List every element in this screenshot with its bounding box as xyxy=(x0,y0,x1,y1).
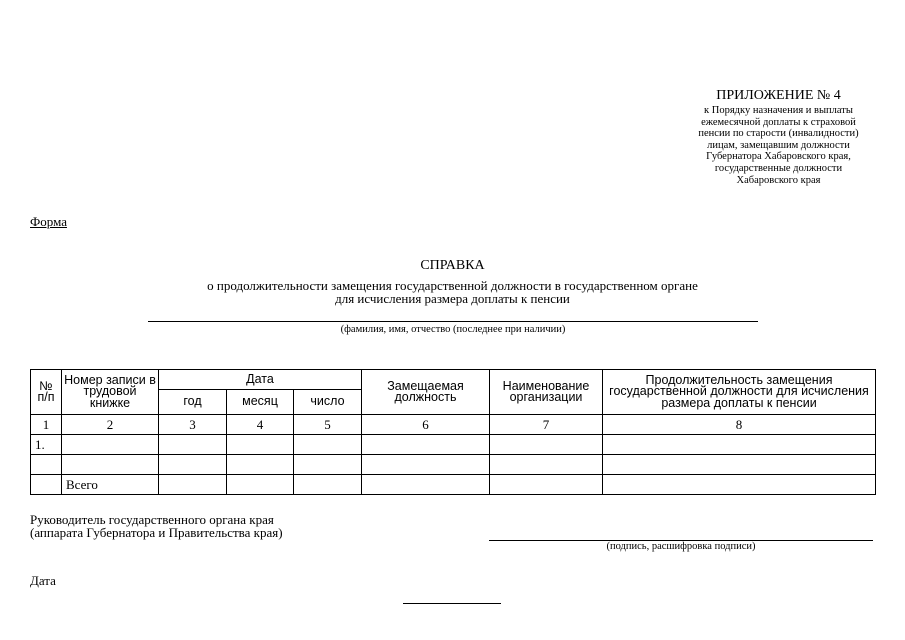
header-date: Дата xyxy=(159,370,362,390)
total-row xyxy=(31,475,876,495)
header-day: число xyxy=(294,390,362,415)
appendix-title: ПРИЛОЖЕНИЕ № 4 xyxy=(716,88,841,103)
header-num: № п/п xyxy=(31,370,62,415)
appendix-block xyxy=(676,88,881,186)
header-month: месяц xyxy=(227,390,294,415)
header-position: Замещаемая должность xyxy=(362,370,490,415)
table-cell[interactable]: 1. xyxy=(31,435,62,455)
signature-caption: (подпись, расшифровка подписи) xyxy=(606,541,756,552)
table-cell[interactable] xyxy=(62,455,159,475)
document-subtitle xyxy=(0,280,905,305)
header-record: Номер записи в трудовой книжке xyxy=(62,370,159,415)
table-cell[interactable] xyxy=(603,455,876,475)
column-number: 8 xyxy=(603,415,876,435)
header-duration: Продолжительность замещения государственной должности для исчисления размера доплаты к пенсии xyxy=(603,370,876,415)
table-cell[interactable] xyxy=(159,455,227,475)
date-fill-line[interactable] xyxy=(403,603,501,604)
table-cell[interactable] xyxy=(31,455,62,475)
column-number: 6 xyxy=(362,415,490,435)
header-organization: Наименование организации xyxy=(490,370,603,415)
appendix-text xyxy=(676,105,881,186)
column-number: 2 xyxy=(62,415,159,435)
appendix-line: пенсии по старости (инвалидности) xyxy=(698,128,859,140)
table-row xyxy=(31,435,876,455)
column-number: 7 xyxy=(490,415,603,435)
column-number: 4 xyxy=(227,415,294,435)
appendix-line: лицам, замещавшим должности xyxy=(707,139,850,151)
table-cell[interactable] xyxy=(294,455,362,475)
table-cell[interactable] xyxy=(227,475,294,495)
fio-fill-line[interactable] xyxy=(148,321,758,322)
column-number: 3 xyxy=(159,415,227,435)
chief-label xyxy=(30,513,283,539)
table-cell[interactable] xyxy=(294,435,362,455)
fio-caption: (фамилия, имя, отчество (последнее при наличии) xyxy=(340,324,566,335)
table-cell[interactable] xyxy=(159,475,227,495)
appendix-line: государственные должности xyxy=(714,162,843,174)
date-label: Дата xyxy=(30,573,56,588)
appendix-line: Губернатора Хабаровского края, xyxy=(706,151,851,163)
table-cell[interactable] xyxy=(227,455,294,475)
table-cell[interactable] xyxy=(294,475,362,495)
table-cell[interactable] xyxy=(227,435,294,455)
table-cell[interactable] xyxy=(362,435,490,455)
table-cell[interactable] xyxy=(159,435,227,455)
table-row xyxy=(31,455,876,475)
header-row xyxy=(31,370,876,390)
table-cell[interactable] xyxy=(362,475,490,495)
chief-line-1: Руководитель государственного органа края xyxy=(30,512,274,527)
table-cell[interactable] xyxy=(603,435,876,455)
appendix-line: Хабаровского края xyxy=(736,174,821,186)
subtitle-line-1: о продолжительности замещения государственной должности в государственном органе xyxy=(207,278,698,293)
service-table xyxy=(30,369,876,495)
chief-line-2: (аппарата Губернатора и Правительства края) xyxy=(30,525,283,540)
appendix-line: к Порядку назначения и выплаты xyxy=(704,105,853,116)
column-number: 1 xyxy=(31,415,62,435)
table-cell[interactable] xyxy=(62,435,159,455)
form-label: Форма xyxy=(30,214,67,229)
table-cell[interactable] xyxy=(31,475,62,495)
table-cell[interactable] xyxy=(603,475,876,495)
table-cell[interactable] xyxy=(362,455,490,475)
header-year: год xyxy=(159,390,227,415)
column-number-row xyxy=(31,415,876,435)
appendix-line: ежемесячной доплаты к страховой xyxy=(701,116,856,128)
table-cell[interactable] xyxy=(490,435,603,455)
table-cell[interactable] xyxy=(490,475,603,495)
document-title: СПРАВКА xyxy=(420,258,485,273)
total-label: Всего xyxy=(62,475,159,495)
table-cell[interactable] xyxy=(490,455,603,475)
subtitle-line-2: для исчисления размера доплаты к пенсии xyxy=(335,290,570,306)
column-number: 5 xyxy=(294,415,362,435)
